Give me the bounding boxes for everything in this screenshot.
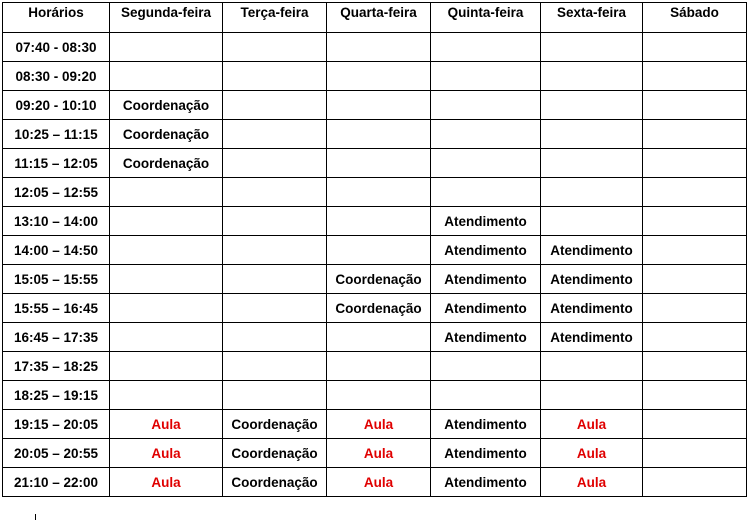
time-slot-cell: 16:45 – 17:35 [3,323,110,352]
time-slot-cell: 18:25 – 19:15 [3,381,110,410]
cell-segunda: Aula [110,468,223,497]
table-row [3,352,747,381]
time-slot-cell: 07:40 - 08:30 [3,33,110,62]
cell-sabado [643,468,747,497]
cell-quinta [431,381,541,410]
cell-terca: Coordenação [223,468,327,497]
cell-quinta [431,62,541,91]
cell-sabado [643,91,747,120]
cell-quarta [327,33,431,62]
cell-sexta [541,207,643,236]
cell-quinta [431,120,541,149]
cell-sabado [643,439,747,468]
cell-terca [223,91,327,120]
cell-sexta [541,33,643,62]
cell-sabado [643,352,747,381]
table-row [3,62,747,91]
header-segunda-feira: Segunda-feira [110,3,223,33]
cell-terca [223,178,327,207]
cell-quarta: Aula [327,410,431,439]
cell-quarta [327,149,431,178]
cell-terca [223,265,327,294]
cell-sexta [541,381,643,410]
cell-quarta [327,120,431,149]
cell-quinta: Atendimento [431,323,541,352]
cell-quarta [327,178,431,207]
time-slot-cell: 13:10 – 14:00 [3,207,110,236]
cell-quinta: Atendimento [431,410,541,439]
time-slot-cell: 15:55 – 16:45 [3,294,110,323]
header-quarta-feira: Quarta-feira [327,3,431,33]
time-slot-cell: 12:05 – 12:55 [3,178,110,207]
cell-segunda: Coordenação [110,91,223,120]
table-row [3,439,747,468]
cell-sexta: Atendimento [541,236,643,265]
cell-quinta: Atendimento [431,236,541,265]
header-sabado: Sábado [643,3,747,33]
cell-sexta: Atendimento [541,265,643,294]
header-terca-feira: Terça-feira [223,3,327,33]
cell-sabado [643,294,747,323]
cell-terca [223,207,327,236]
cell-sabado [643,33,747,62]
cell-terca [223,33,327,62]
cell-segunda [110,33,223,62]
cell-sexta: Atendimento [541,323,643,352]
time-slot-cell: 17:35 – 18:25 [3,352,110,381]
table-row [3,410,747,439]
table-row [3,236,747,265]
cell-quinta: Atendimento [431,294,541,323]
cell-quinta: Atendimento [431,439,541,468]
time-slot-cell: 14:00 – 14:50 [3,236,110,265]
cell-sabado [643,410,747,439]
cell-sexta [541,149,643,178]
cell-quarta: Aula [327,439,431,468]
cell-segunda [110,236,223,265]
cell-quinta [431,91,541,120]
cell-segunda [110,381,223,410]
time-slot-cell: 15:05 – 15:55 [3,265,110,294]
table-row [3,381,747,410]
cell-quinta: Atendimento [431,468,541,497]
table-row [3,265,747,294]
cell-terca [223,120,327,149]
table-row [3,120,747,149]
cell-terca [223,352,327,381]
cell-sabado [643,178,747,207]
cell-quarta [327,207,431,236]
cell-segunda: Aula [110,410,223,439]
table-row [3,468,747,497]
time-slot-cell: 09:20 - 10:10 [3,91,110,120]
cell-sexta [541,62,643,91]
cell-segunda: Coordenação [110,120,223,149]
table-row [3,207,747,236]
table-row [3,33,747,62]
cell-segunda [110,265,223,294]
cell-quinta [431,352,541,381]
cell-sabado [643,381,747,410]
schedule-body [3,33,747,497]
cell-sexta [541,178,643,207]
cell-quinta: Atendimento [431,265,541,294]
cell-quinta [431,149,541,178]
cell-terca [223,381,327,410]
cell-segunda [110,62,223,91]
table-row [3,178,747,207]
table-row [3,91,747,120]
schedule-table [2,2,747,497]
cell-sabado [643,149,747,178]
cell-quarta: Aula [327,468,431,497]
cell-quinta [431,178,541,207]
cell-quarta [327,91,431,120]
table-row [3,294,747,323]
cell-sabado [643,265,747,294]
cell-quarta [327,62,431,91]
cell-sexta: Aula [541,468,643,497]
cell-sabado [643,120,747,149]
cell-segunda [110,323,223,352]
cell-sabado [643,236,747,265]
header-horarios: Horários [3,3,110,33]
table-row [3,149,747,178]
cell-quarta [327,323,431,352]
cell-sexta: Aula [541,439,643,468]
cell-sexta: Atendimento [541,294,643,323]
cell-quarta [327,381,431,410]
cell-segunda: Aula [110,439,223,468]
cell-sexta: Aula [541,410,643,439]
cell-quinta: Atendimento [431,207,541,236]
cell-sabado [643,207,747,236]
cell-terca [223,236,327,265]
cell-terca: Coordenação [223,410,327,439]
cell-segunda [110,352,223,381]
time-slot-cell: 11:15 – 12:05 [3,149,110,178]
table-row [3,323,747,352]
cell-quarta [327,352,431,381]
cell-sabado [643,62,747,91]
cell-sexta [541,352,643,381]
cell-quarta [327,236,431,265]
time-slot-cell: 10:25 – 11:15 [3,120,110,149]
time-slot-cell: 20:05 – 20:55 [3,439,110,468]
cell-terca [223,323,327,352]
time-slot-cell: 08:30 - 09:20 [3,62,110,91]
cell-segunda [110,294,223,323]
cell-terca: Coordenação [223,439,327,468]
header-sexta-feira: Sexta-feira [541,3,643,33]
cell-terca [223,294,327,323]
cell-quarta: Coordenação [327,265,431,294]
cell-terca [223,149,327,178]
cell-segunda: Coordenação [110,149,223,178]
cell-sexta [541,120,643,149]
cell-quinta [431,33,541,62]
cell-sabado [643,323,747,352]
cell-segunda [110,178,223,207]
header-row [3,3,747,33]
time-slot-cell: 21:10 – 22:00 [3,468,110,497]
time-slot-cell: 19:15 – 20:05 [3,410,110,439]
text-cursor [35,514,36,520]
cell-segunda [110,207,223,236]
cell-sexta [541,91,643,120]
cell-terca [223,62,327,91]
header-quinta-feira: Quinta-feira [431,3,541,33]
cell-quarta: Coordenação [327,294,431,323]
